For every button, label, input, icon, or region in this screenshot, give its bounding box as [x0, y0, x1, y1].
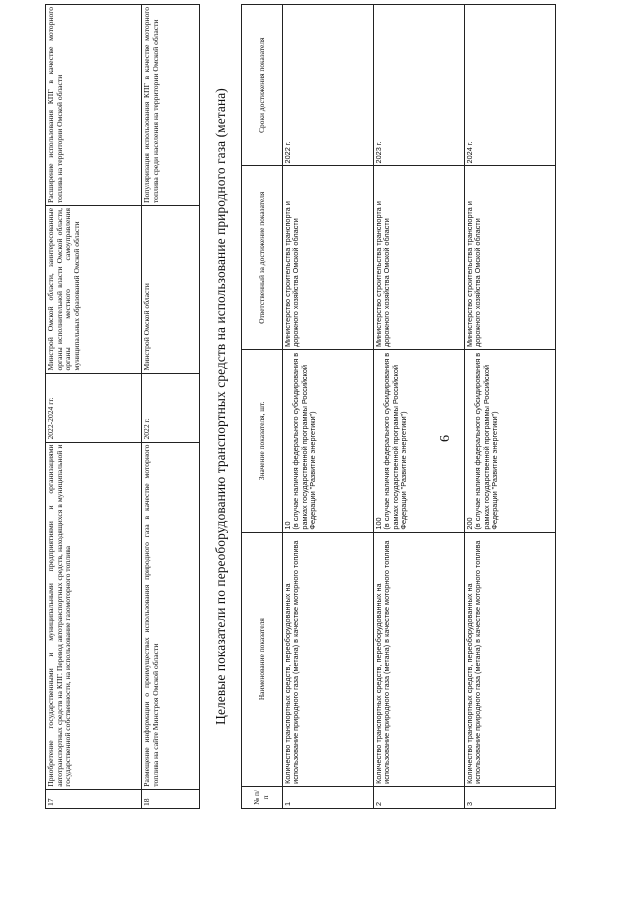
measure-name: Размещение информации о преимуществах использования природного газа в качестве моторного топлива на сайте Минстроя Омской области	[142, 442, 200, 789]
indicator-term: 2023 г.	[374, 5, 465, 166]
table-row	[283, 5, 374, 809]
table-row	[374, 5, 465, 809]
row-number: 1	[283, 786, 374, 808]
table-row	[46, 5, 142, 809]
table-row	[465, 5, 556, 809]
indicator-responsible: Министерство строительства транспорта и дорожного хозяйства Омской области	[283, 166, 374, 350]
row-number: 2	[374, 786, 465, 808]
indicator-value-cell	[283, 350, 374, 533]
measures-table	[45, 4, 200, 809]
indicator-name: Количество транспортных средств, переоборудованных на использование природного газа (метана) в качестве моторного топлива	[465, 532, 556, 786]
measure-responsible: Минстрой Омской области	[142, 206, 200, 374]
measure-result: Расширение использования КПГ в качестве моторного топлива на территории Омской области	[46, 5, 142, 206]
table-header-row	[242, 5, 283, 809]
indicator-term: 2022 г.	[283, 5, 374, 166]
indicator-value-note: (в случае наличия федерального субсидирования в рамках государственной программы Российской Федерации "Развитие энергетики")	[291, 352, 318, 530]
indicator-value-note: (в случае наличия федерального субсидирования в рамках государственной программы Российской Федерации "Развитие энергетики")	[473, 352, 500, 530]
header-num: № п/п	[242, 786, 283, 808]
indicator-value: 200	[465, 517, 474, 530]
measure-responsible: Минстрой Омской области, заинтересованные органы исполнительной власти Омской области, органы местного самоуправления муниципальных образований Омской области	[46, 206, 142, 374]
row-number: 17	[46, 789, 142, 808]
indicator-value: 100	[374, 517, 383, 530]
page-number: 6	[438, 435, 453, 442]
row-number: 18	[142, 789, 200, 808]
indicator-value-note: (в случае наличия федерального субсидирования в рамках государственной программы Российской Федерации "Развитие энергетики")	[382, 352, 409, 530]
indicator-value-cell	[465, 350, 556, 533]
measure-term: 2022-2024 гг.	[46, 373, 142, 442]
indicator-value: 10	[283, 521, 292, 530]
row-number: 3	[465, 786, 556, 808]
indicator-value-cell	[374, 350, 465, 533]
measure-result: Популяризация использования КПГ в качестве моторного топлива среди населения на территории Омской области	[142, 5, 200, 206]
indicator-responsible: Министерство строительства транспорта и дорожного хозяйства Омской области	[374, 166, 465, 350]
measure-name: Приобретение государственными и муниципальными предприятиями и организациями автотранспортных средств на КПГ. Перевод автотранспортных средств, находящихся в муниципальной и государственной собственности, на использование газомоторного топлива	[46, 442, 142, 789]
measure-term: 2022 г.	[142, 373, 200, 442]
section-heading: Целевые показатели по переоборудованию транспортных средств на использование природного газа (метана)	[213, 88, 228, 725]
indicator-name: Количество транспортных средств, переоборудованных на использование природного газа (метана) в качестве моторного топлива	[374, 532, 465, 786]
header-value: Значение показателя, шт.	[242, 350, 283, 533]
indicator-name: Количество транспортных средств, переоборудованных на использование природного газа (метана) в качестве моторного топлива	[283, 532, 374, 786]
header-responsible: Ответственный за достижение показателя	[242, 166, 283, 350]
header-name: Наименование показателя	[242, 532, 283, 786]
indicator-responsible: Министерство строительства транспорта и дорожного хозяйства Омской области	[465, 166, 556, 350]
header-term: Сроки достижения показателя	[242, 5, 283, 166]
indicators-table	[241, 4, 556, 809]
table-row	[142, 5, 200, 809]
indicator-term: 2024 г.	[465, 5, 556, 166]
